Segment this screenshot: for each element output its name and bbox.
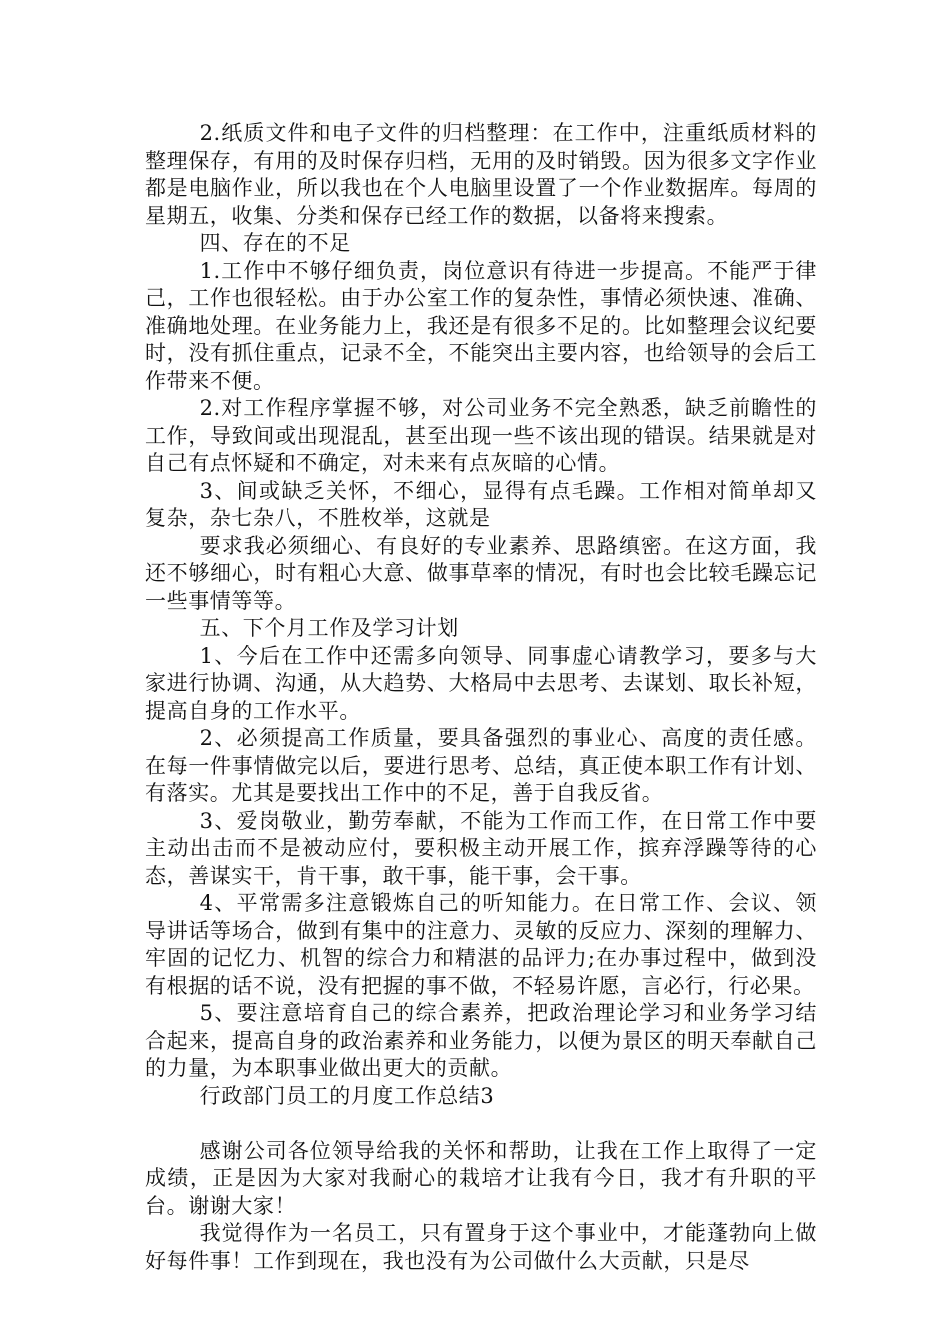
paragraph-plan-3: 3、爱岗敬业，勤劳奉献，不能为工作而工作，在日常工作中要主动出击而不是被动应付，要积极主动开展工作，摈弃浮躁等待的心态，善谋实干，肯干事，敢干事，能干事，会干事。: [145, 808, 817, 888]
document-page: [145, 120, 817, 1275]
paragraph-reflection: 我觉得作为一名员工，只有置身于这个事业中，才能蓬勃向上做好每件事！工作到现在，我也没有为公司做什么大贡献，只是尽: [145, 1221, 817, 1273]
paragraph-archiving: 2.纸质文件和电子文件的归档整理：在工作中，注重纸质材料的整理保存，有用的及时保存归档，无用的及时销毁。因为很多文字作业都是电脑作业，所以我也在个人电脑里设置了一个作业数据库。每周的星期五，收集、分类和保存已经工作的数据，以备将来搜索。: [145, 121, 817, 228]
paragraph-thanks: 感谢公司各位领导给我的关怀和帮助，让我在工作上取得了一定成绩，正是因为大家对我耐心的栽培才让我有今日，我才有升职的平台。谢谢大家！: [145, 1138, 817, 1218]
blank-line: [145, 1110, 817, 1138]
section-heading-next-month-plan: 五、下个月工作及学习计划: [199, 616, 459, 640]
paragraph-shortcoming-3: 3、间或缺乏关怀，不细心，显得有点毛躁。工作相对简单却又复杂，杂七杂八，不胜枚举，这就是: [145, 478, 817, 530]
section-heading-shortcomings: 四、存在的不足: [199, 231, 351, 255]
paragraph-shortcoming-3-cont: 要求我必须细心、有良好的专业素养、思路缜密。在这方面，我还不够细心，时有粗心大意、做事草率的情况，有时也会比较毛躁忘记一些事情等等。: [145, 533, 817, 613]
paragraph-plan-1: 1、今后在工作中还需多向领导、同事虚心请教学习，要多与大家进行协调、沟通，从大趋势、大格局中去思考、去谋划、取长补短，提高自身的工作水平。: [145, 643, 817, 723]
paragraph-shortcoming-2: 2.对工作程序掌握不够，对公司业务不完全熟悉，缺乏前瞻性的工作，导致间或出现混乱，甚至出现一些不该出现的错误。结果就是对自己有点怀疑和不确定，对未来有点灰暗的心情。: [145, 396, 817, 475]
paragraph-plan-5: 5、要注意培育自己的综合素养，把政治理论学习和业务学习结合起来，提高自身的政治素养和业务能力，以便为景区的明天奉献自己的力量，为本职事业做出更大的贡献。: [145, 1001, 817, 1080]
paragraph-plan-4: 4、平常需多注意锻炼自己的听知能力。在日常工作、会议、领导讲话等场合，做到有集中的注意力、灵敏的反应力、深刻的理解力、牢固的记忆力、机智的综合力和精湛的品评力;在办事过程中，做到没有根据的话不说，没有把握的事不做，不轻易许愿，言必行，行必果。: [145, 891, 817, 998]
paragraph-shortcoming-1: 1.工作中不够仔细负责，岗位意识有待进一步提高。不能严于律己，工作也很轻松。由于办公室工作的复杂性，事情必须快速、准确、准确地处理。在业务能力上，我还是有很多不足的。比如整理会议纪要时，没有抓住重点，记录不全，不能突出主要内容，也给领导的会后工作带来不便。: [145, 258, 817, 393]
article-title-3: 行政部门员工的月度工作总结3: [199, 1083, 495, 1108]
paragraph-plan-2: 2、必须提高工作质量，要具备强烈的事业心、高度的责任感。在每一件事情做完以后，要进行思考、总结，真正使本职工作有计划、有落实。尤其是要找出工作中的不足，善于自我反省。: [145, 726, 817, 805]
